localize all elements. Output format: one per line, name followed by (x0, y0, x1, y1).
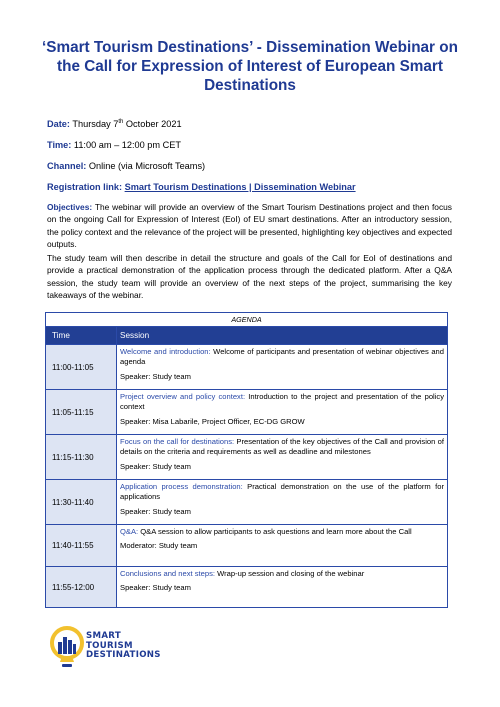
agenda-time: 11:30-11:40 (46, 480, 117, 525)
logo-line-2: TOURISM (86, 640, 133, 651)
channel-label: Channel: (47, 161, 87, 171)
logo-line-1: SMART (86, 631, 121, 641)
session-speaker: Speaker: Misa Labarile, Project Officer, EC-DG GROW (120, 416, 305, 426)
agenda-row (46, 567, 448, 608)
channel-line (47, 160, 205, 172)
agenda-session (117, 567, 448, 608)
date-line (47, 118, 182, 130)
session-label: Conclusions and next steps: (120, 569, 215, 578)
session-label: Welcome and introduction: (120, 347, 211, 356)
registration-line (47, 181, 356, 193)
objectives-label: Objectives: (47, 202, 93, 212)
channel-value: Online (via Microsoft Teams) (86, 161, 206, 171)
agenda-row (46, 345, 448, 390)
agenda-session (117, 480, 448, 525)
session-description-block (120, 569, 444, 579)
objectives-paragraph-2: The study team will then describe in detail the structure and goals of the Call for EoI of destinations and provide a practical demonstration of the application process through the dedicated platform. After a Q&A session, the study team will provide an overview of the next steps of the project, summarising the key takeaways of the webinar. (47, 253, 452, 300)
agenda-time: 11:05-11:15 (46, 390, 117, 435)
agenda-row (46, 480, 448, 525)
session-label: Project overview and policy context: (120, 392, 246, 401)
logo-wordmark (86, 632, 161, 661)
date-value: Thursday 7 (69, 119, 119, 129)
session-description: Wrap-up session and closing of the webinar (214, 569, 365, 578)
session-description: Presentation of the key objectives of the Call and provision of details on the criteria and requirements as well as deadline and milestones (120, 437, 445, 457)
session-speaker: Speaker: Study team (120, 583, 191, 593)
session-speaker: Speaker: Study team (120, 506, 191, 516)
session-description-block (120, 527, 444, 537)
registration-label: Registration link: (47, 182, 123, 192)
agenda-session (117, 525, 448, 567)
session-speaker: Moderator: Study team (120, 541, 198, 551)
session-description-block (120, 437, 444, 458)
objectives-paragraph (47, 201, 452, 250)
document-title: ‘Smart Tourism Destinations’ - Dissemination Webinar on the Call for Expression of Interest of European Smart Destinations (42, 39, 458, 94)
time-value: 11:00 am – 12:00 pm CET (71, 140, 181, 150)
session-description: Q&A session to allow participants to ask questions and learn more about the Call (138, 527, 412, 536)
session-description-block (120, 482, 444, 503)
lightbulb-city-icon (50, 626, 84, 670)
agenda-time: 11:55-12:00 (46, 567, 117, 608)
date-value-end: October 2021 (123, 119, 182, 129)
session-label: Focus on the call for destinations: (120, 437, 235, 446)
agenda-row (46, 435, 448, 480)
session-description-block (120, 392, 444, 413)
agenda-time: 11:15-11:30 (46, 435, 117, 480)
session-speaker: Speaker: Study team (120, 371, 191, 381)
date-ordinal: th (118, 118, 124, 125)
agenda-header-row (46, 327, 448, 345)
agenda-title: AGENDA (46, 313, 448, 327)
registration-link[interactable]: Smart Tourism Destinations | Dissemination Webinar (124, 182, 356, 192)
agenda-header-session: Session (117, 327, 448, 345)
agenda-row (46, 525, 448, 567)
agenda-time: 11:40-11:55 (46, 525, 117, 567)
agenda-session (117, 390, 448, 435)
smart-tourism-destinations-logo (50, 626, 170, 670)
time-line (47, 139, 181, 151)
agenda-time: 11:00-11:05 (46, 345, 117, 390)
time-label: Time: (47, 140, 72, 150)
logo-line-3: DESTINATIONS (86, 650, 161, 661)
session-description: Introduction to the project and presentation of the policy context (120, 392, 445, 412)
session-label: Q&A: (120, 527, 139, 536)
agenda-session (117, 435, 448, 480)
agenda-session (117, 345, 448, 390)
agenda-row (46, 390, 448, 435)
session-description-block (120, 347, 444, 368)
session-description: Welcome of participants and presentation of webinar objectives and agenda (120, 347, 445, 367)
session-label: Application process demonstration: (120, 482, 243, 491)
session-description: Practical demonstration on the use of the platform for applications (120, 482, 445, 502)
agenda-table (45, 312, 448, 608)
date-label: Date: (47, 119, 70, 129)
agenda-header-time: Time (46, 327, 117, 345)
objectives-text-1: The webinar will provide an overview of the Smart Tourism Destinations project and then focus on the ongoing Call for Expression of Interest (EoI) of EU smart destinations. After an introductory session, the policy context and the relevance of the project will be presented, highlighting key objectives and expected outputs. (47, 202, 452, 249)
session-speaker: Speaker: Study team (120, 461, 191, 471)
